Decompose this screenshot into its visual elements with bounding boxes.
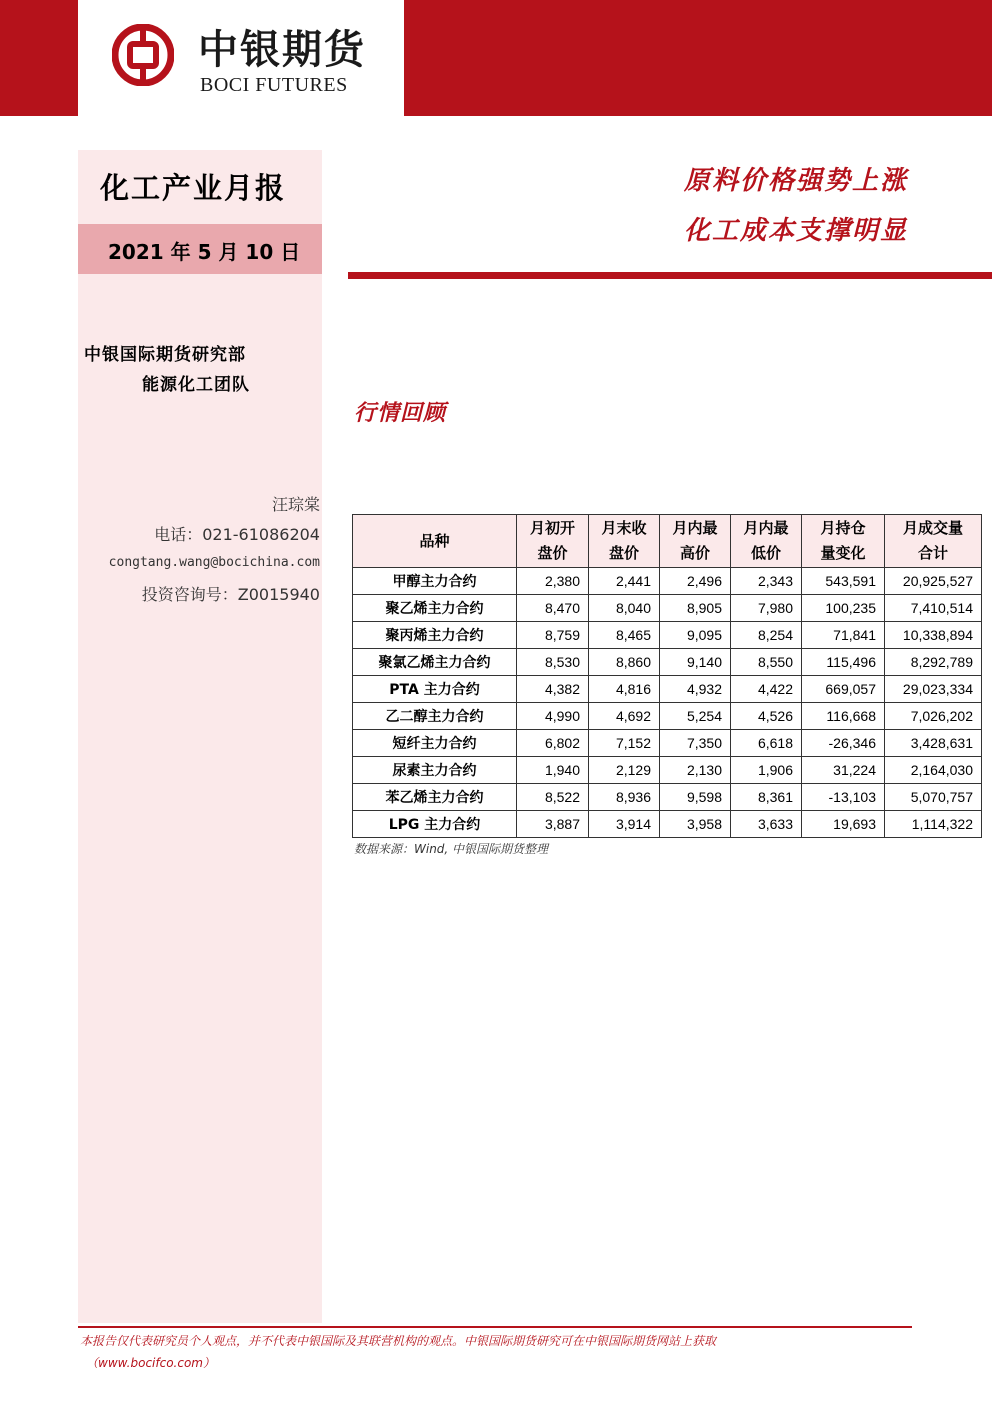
open-price: 8,530 — [517, 649, 589, 676]
volume-total: 3,428,631 — [885, 730, 982, 757]
high-price: 5,254 — [660, 703, 731, 730]
oi-change: 115,496 — [802, 649, 885, 676]
contract-name: 短纤主力合约 — [353, 730, 517, 757]
open-price: 8,759 — [517, 622, 589, 649]
low-price: 4,422 — [731, 676, 802, 703]
table-row — [353, 649, 982, 676]
open-price: 4,382 — [517, 676, 589, 703]
low-price: 8,361 — [731, 784, 802, 811]
oi-change: 31,224 — [802, 757, 885, 784]
table-row — [353, 811, 982, 838]
close-price: 8,860 — [589, 649, 660, 676]
table-header-row — [353, 515, 982, 568]
high-price: 9,140 — [660, 649, 731, 676]
contract-name: 甲醇主力合约 — [353, 568, 517, 595]
table-row — [353, 676, 982, 703]
contract-name: 尿素主力合约 — [353, 757, 517, 784]
oi-change: 100,235 — [802, 595, 885, 622]
close-price: 8,936 — [589, 784, 660, 811]
author-license: 投资咨询号：Z0015940 — [141, 585, 320, 604]
volume-total: 29,023,334 — [885, 676, 982, 703]
low-price: 4,526 — [731, 703, 802, 730]
open-price: 1,940 — [517, 757, 589, 784]
table-row — [353, 703, 982, 730]
volume-total: 2,164,030 — [885, 757, 982, 784]
contract-name: 苯乙烯主力合约 — [353, 784, 517, 811]
oi-change: -13,103 — [802, 784, 885, 811]
contract-name: 聚氯乙烯主力合约 — [353, 649, 517, 676]
close-price: 2,441 — [589, 568, 660, 595]
contract-name: 聚丙烯主力合约 — [353, 622, 517, 649]
low-price: 6,618 — [731, 730, 802, 757]
low-price: 7,980 — [731, 595, 802, 622]
table-header-cell: 月初开 盘价 — [517, 515, 589, 568]
high-price: 2,130 — [660, 757, 731, 784]
logo-text-cn: 中银期货 — [198, 27, 366, 73]
close-price: 8,465 — [589, 622, 660, 649]
oi-change: -26,346 — [802, 730, 885, 757]
low-price: 3,633 — [731, 811, 802, 838]
footer-divider — [78, 1326, 912, 1328]
open-price: 6,802 — [517, 730, 589, 757]
table-header-cell: 品种 — [353, 515, 517, 568]
boc-logo-icon — [112, 24, 174, 86]
volume-total: 8,292,789 — [885, 649, 982, 676]
team-name: 能源化工团队 — [142, 375, 250, 395]
contract-name: LPG 主力合约 — [353, 811, 517, 838]
close-price: 2,129 — [589, 757, 660, 784]
headline-line-2: 化工成本支撑明显 — [683, 216, 908, 246]
headline-line-1: 原料价格强势上涨 — [683, 166, 908, 196]
open-price: 8,522 — [517, 784, 589, 811]
high-price: 9,598 — [660, 784, 731, 811]
table-header-cell: 月持仓 量变化 — [802, 515, 885, 568]
close-price: 8,040 — [589, 595, 660, 622]
department-name: 中银国际期货研究部 — [84, 345, 246, 365]
logo-text-en: BOCI FUTURES — [200, 74, 348, 96]
open-price: 4,990 — [517, 703, 589, 730]
low-price: 2,343 — [731, 568, 802, 595]
oi-change: 71,841 — [802, 622, 885, 649]
header-red-block-right — [404, 0, 992, 116]
author-email[interactable]: congtang.wang@bocichina.com — [108, 555, 320, 570]
close-price: 4,692 — [589, 703, 660, 730]
close-price: 3,914 — [589, 811, 660, 838]
table-row — [353, 757, 982, 784]
report-title-box — [78, 150, 322, 224]
oi-change: 116,668 — [802, 703, 885, 730]
low-price: 8,254 — [731, 622, 802, 649]
high-price: 2,496 — [660, 568, 731, 595]
volume-total: 7,026,202 — [885, 703, 982, 730]
table-row — [353, 568, 982, 595]
table-header-cell: 月成交量 合计 — [885, 515, 982, 568]
open-price: 8,470 — [517, 595, 589, 622]
contract-name: 乙二醇主力合约 — [353, 703, 517, 730]
author-phone: 电话：021-61086204 — [154, 525, 320, 544]
table-header-cell: 月内最 高价 — [660, 515, 731, 568]
volume-total: 7,410,514 — [885, 595, 982, 622]
low-price: 1,906 — [731, 757, 802, 784]
sidebar-panel — [78, 150, 322, 1323]
footer-disclaimer: 本报告仅代表研究员个人观点，并不代表中银国际及其联营机构的观点。中银国际期货研究可在中银国际期货网站上获取 — [80, 1334, 717, 1348]
oi-change: 19,693 — [802, 811, 885, 838]
volume-total: 5,070,757 — [885, 784, 982, 811]
table-row — [353, 784, 982, 811]
report-date-box — [78, 224, 322, 274]
table-row — [353, 622, 982, 649]
close-price: 4,816 — [589, 676, 660, 703]
table-source-note: 数据来源：Wind, 中银国际期货整理 — [354, 842, 549, 856]
table-header-cell: 月末收 盘价 — [589, 515, 660, 568]
contract-name: PTA 主力合约 — [353, 676, 517, 703]
contract-name: 聚乙烯主力合约 — [353, 595, 517, 622]
close-price: 7,152 — [589, 730, 660, 757]
section-title: 行情回顾 — [354, 401, 447, 426]
high-price: 3,958 — [660, 811, 731, 838]
volume-total: 20,925,527 — [885, 568, 982, 595]
market-review-table — [352, 514, 982, 838]
low-price: 8,550 — [731, 649, 802, 676]
report-date: 2021 年 5 月 10 日 — [108, 240, 301, 264]
oi-change: 669,057 — [802, 676, 885, 703]
author-name: 汪琮棠 — [271, 495, 320, 514]
headline-divider — [348, 272, 992, 279]
header-red-block-left — [0, 0, 78, 116]
table-row — [353, 730, 982, 757]
high-price: 9,095 — [660, 622, 731, 649]
high-price: 4,932 — [660, 676, 731, 703]
open-price: 2,380 — [517, 568, 589, 595]
open-price: 3,887 — [517, 811, 589, 838]
oi-change: 543,591 — [802, 568, 885, 595]
footer-website-link[interactable]: （www.bocifco.com） — [86, 1356, 215, 1370]
report-title: 化工产业月报 — [100, 171, 287, 205]
high-price: 7,350 — [660, 730, 731, 757]
table-row — [353, 595, 982, 622]
volume-total: 10,338,894 — [885, 622, 982, 649]
table-header-cell: 月内最 低价 — [731, 515, 802, 568]
volume-total: 1,114,322 — [885, 811, 982, 838]
high-price: 8,905 — [660, 595, 731, 622]
